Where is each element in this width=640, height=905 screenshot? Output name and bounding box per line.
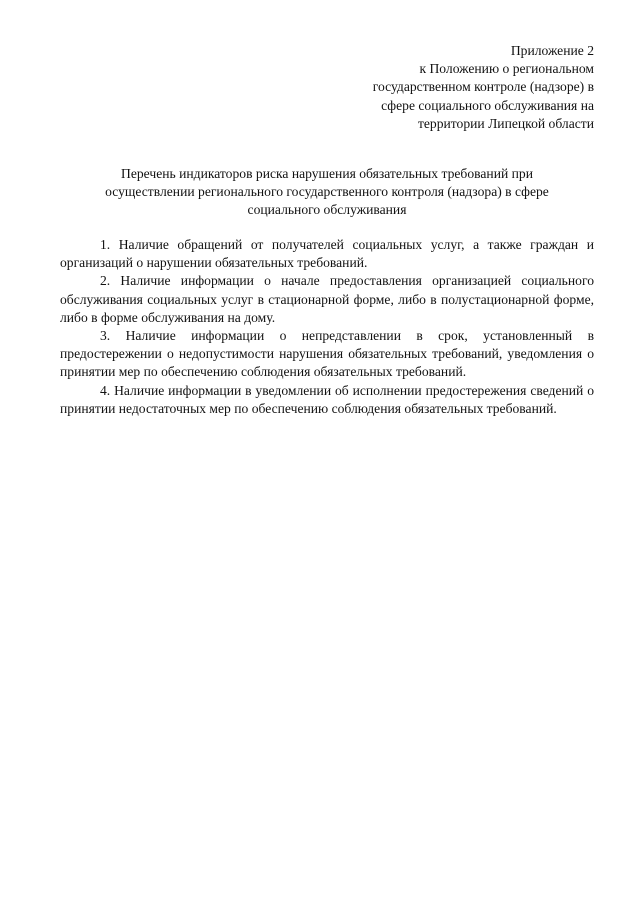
indicator-item-1: 1. Наличие обращений от получателей социальных услуг, а также граждан и организаций о нарушении обязательных требований.	[60, 237, 594, 271]
title-line: Перечень индикаторов риска нарушения обязательных требований при	[121, 166, 533, 181]
appendix-line-reference: государственном контроле (надзоре) в	[372, 79, 594, 95]
appendix-header	[314, 42, 594, 133]
document-title	[60, 165, 594, 220]
appendix-line-number: Приложение 2	[510, 43, 594, 58]
title-line: осуществлении регионального государственного контроля (надзора) в сфере	[105, 184, 549, 200]
indicator-item-3: 3. Наличие информации о непредставлении в срок, установленный в предостережении о недопустимости нарушения обязательных требований, уведомления о принятии мер по обеспечению соблюдения обязательных требований.	[60, 328, 594, 380]
title-line: социального обслуживания	[247, 202, 407, 218]
appendix-line-reference: сфере социального обслуживания на	[381, 97, 594, 113]
indicator-list	[60, 236, 594, 418]
appendix-line-reference: к Положению о региональном	[419, 61, 594, 77]
indicator-item-2: 2. Наличие информации о начале предоставления организацией социального обслуживания социальных услуг в стационарной форме, либо в полустационарной форме, либо в форме обслуживания на дому.	[60, 273, 594, 325]
indicator-item-4: 4. Наличие информации в уведомлении об исполнении предостережения сведений о принятии недостаточных мер по обеспечению соблюдения обязательных требований.	[60, 382, 594, 416]
appendix-line-reference: территории Липецкой области	[417, 115, 594, 131]
